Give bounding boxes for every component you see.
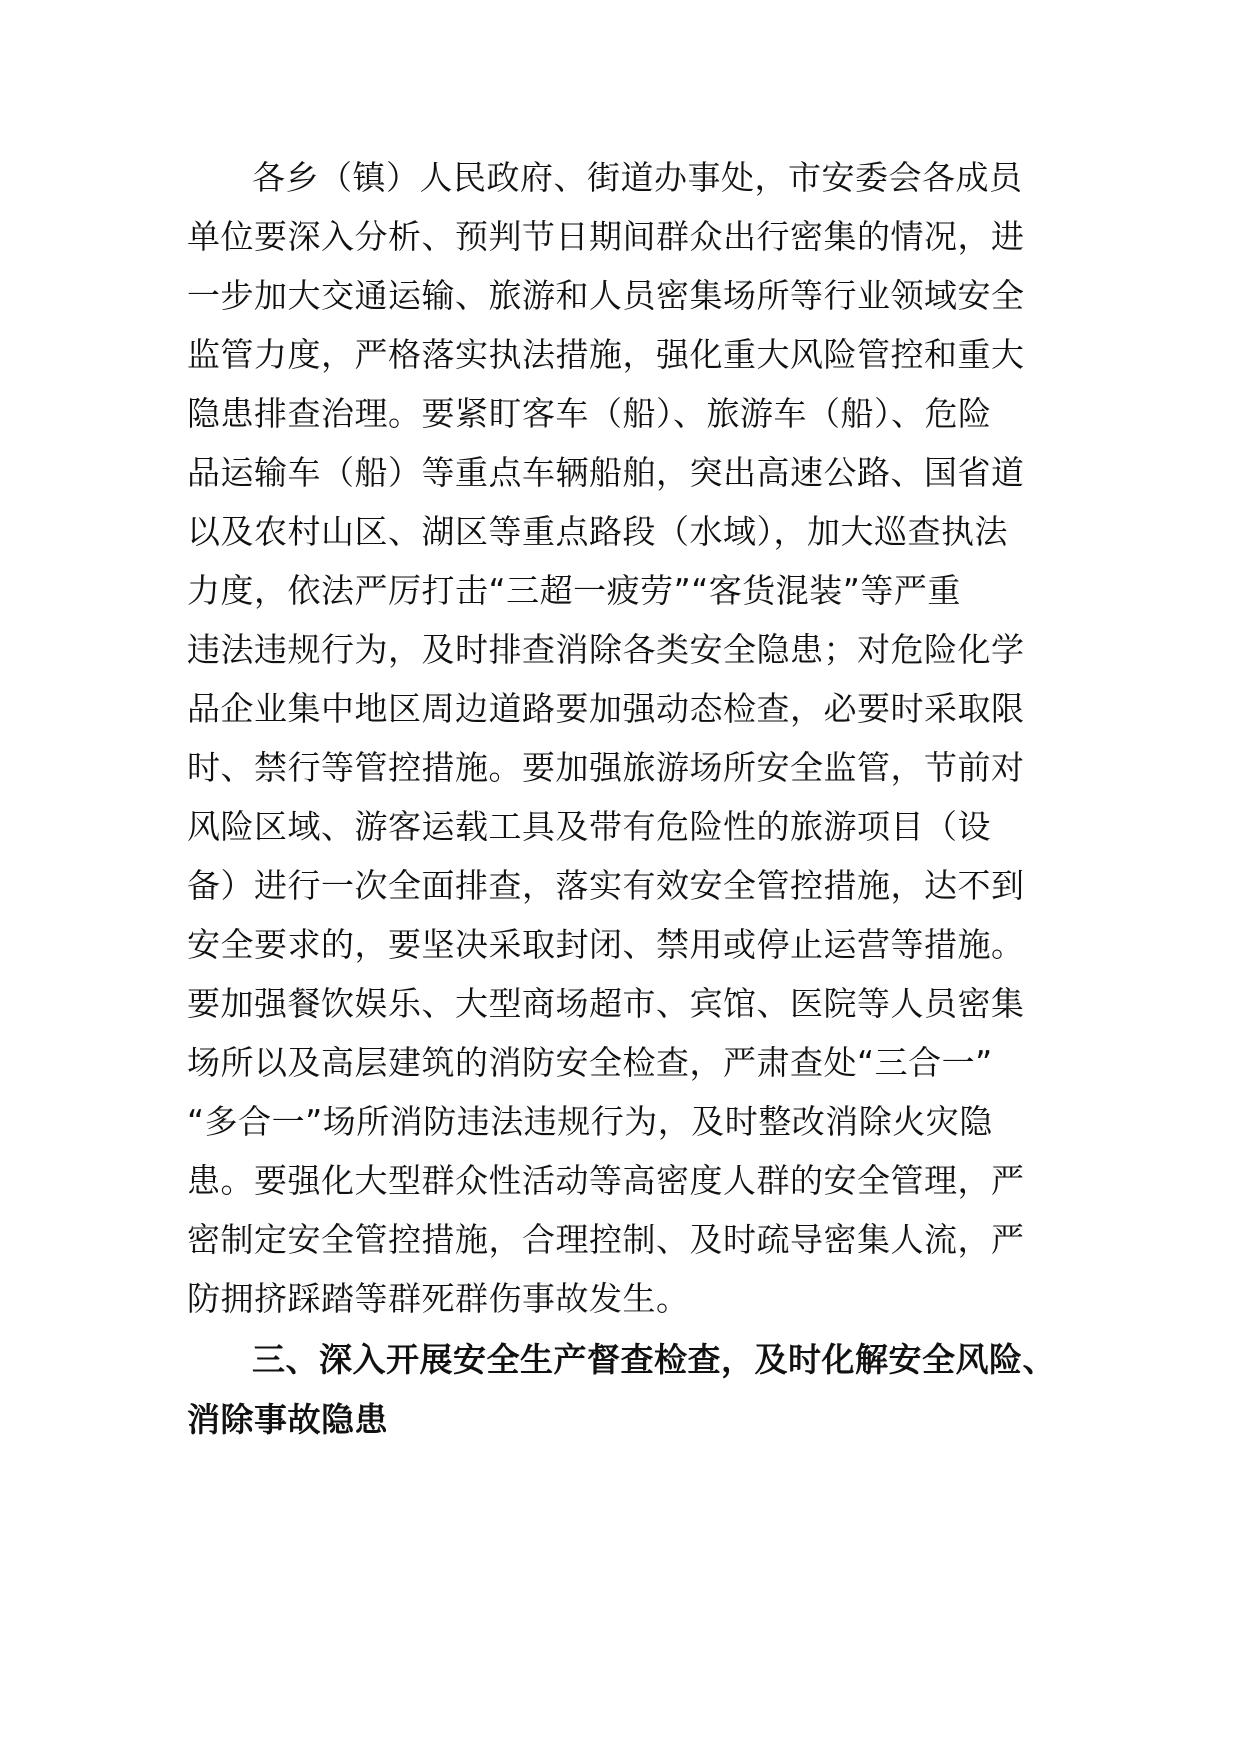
paragraph-line: 各乡（镇）人民政府、街道办事处，市安委会各成员 xyxy=(252,158,1023,197)
paragraph-line: 单位要深入分析、预判节日期间群众出行密集的情况，进 xyxy=(187,217,1025,256)
paragraph-line: 以及农村山区、湖区等重点路段（水域），加大巡查执法 xyxy=(187,512,1008,551)
paragraph-line: 患。要强化大型群众性活动等高密度人群的安全管理，严 xyxy=(187,1161,1025,1200)
paragraph-line: 防拥挤踩踏等群死群伤事故发生。 xyxy=(187,1279,690,1318)
paragraph-line: 场所以及高层建筑的消防安全检查，严肃查处“三合一” xyxy=(187,1043,993,1082)
paragraph-line: 密制定安全管控措施，合理控制、及时疏导密集人流，严 xyxy=(187,1220,1025,1259)
paragraph-line: 隐患排查治理。要紧盯客车（船）、旅游车（船）、危险 xyxy=(187,394,992,433)
paragraph-line: 要加强餐饮娱乐、大型商场超市、宾馆、医院等人员密集 xyxy=(187,984,1025,1023)
paragraph-line: 时、禁行等管控措施。要加强旅游场所安全监管，节前对 xyxy=(187,748,1025,787)
section-heading-continued: 消除事故隐患 xyxy=(187,1400,388,1439)
paragraph-line: 监管力度，严格落实执法措施，强化重大风险管控和重大 xyxy=(187,335,1025,374)
paragraph-line: 备）进行一次全面排查，落实有效安全管控措施，达不到 xyxy=(187,866,1025,905)
section-heading: 三、深入开展安全生产督查检查，及时化解安全风险、 xyxy=(252,1340,1056,1379)
paragraph-line: 一步加大交通运输、旅游和人员密集场所等行业领域安全 xyxy=(187,276,1025,315)
paragraph-line: 安全要求的，要坚决采取封闭、禁用或停止运营等措施。 xyxy=(187,925,1025,964)
paragraph-line: 风险区域、游客运载工具及带有危险性的旅游项目（设 xyxy=(187,807,991,846)
paragraph-line: “多合一”场所消防违法违规行为，及时整改消除火灾隐 xyxy=(187,1102,993,1141)
paragraph-line: 力度，依法严厉打击“三超一疲劳”“客货混装”等严重 xyxy=(187,571,961,610)
paragraph-line: 违法违规行为，及时排查消除各类安全隐患；对危险化学 xyxy=(187,630,1025,669)
paragraph-line: 品运输车（船）等重点车辆船舶，突出高速公路、国省道 xyxy=(187,453,1025,492)
paragraph-line: 品企业集中地区周边道路要加强动态检查，必要时采取限 xyxy=(187,689,1025,728)
